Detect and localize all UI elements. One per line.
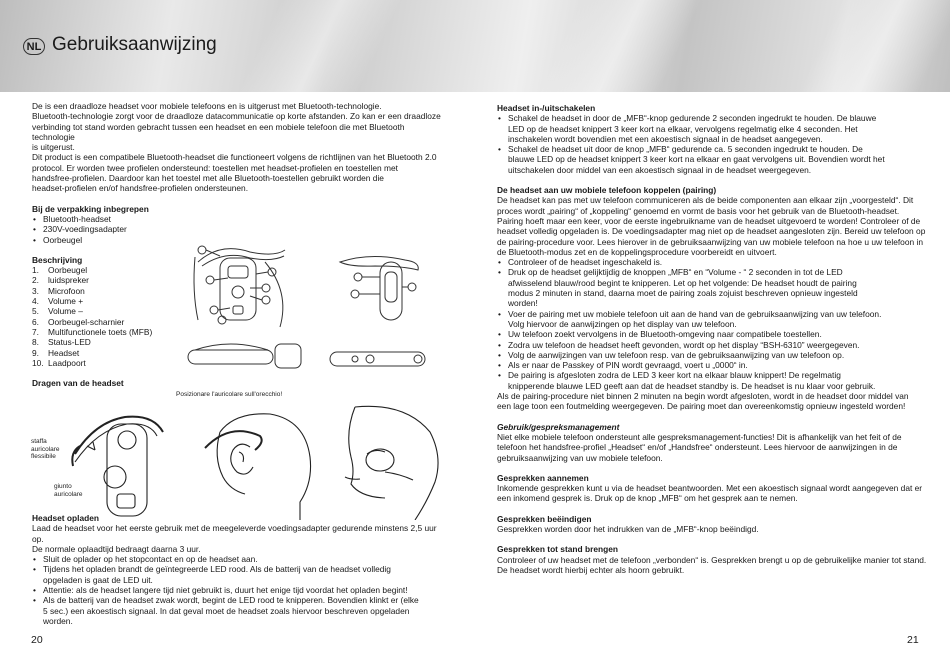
pairing-list — [497, 257, 937, 391]
establish-text: Controleer of uw headset met de telefoon „verbonden“ is. Gesprekken brengt u op de gebruikelijke manier tot stand. De headset wordt hierbij echter als hoorn gebruikt. — [497, 554, 927, 575]
page-number-left: 20 — [31, 634, 43, 646]
page-number-right: 21 — [907, 634, 919, 646]
callmgmt-heading: Gebruik/gespreksmanagement — [497, 421, 620, 432]
pairing-intro: De headset kan pas met uw telefoon communiceren als de beide componenten aan elkaar zijn „voorgesteld“. Dit proces wordt „pairing“ of „koppeling“ genoemd en vormt de basis voor het gebruik van de Bluetooth-headset. Pairing hoeft maar een keer, voor de eerste ingebruikname van de headset uitgevoerd te worden! Controleer of de headset volledig opgeladen is. De voedingsadapter mag niet op de headset aangesloten zijn. Bereid uw telefoon op de pairing-procedure voor. Lees hierover in de gebruiksaanwijzing van uw mobiele telefoon na hoe u uw telefoon in de Bluetooth-modus zet en de koppelingsprocedure voorbereidt en uitvoert. — [497, 195, 926, 257]
description-list — [32, 265, 172, 368]
list-item: • Controleer of de headset ingeschakeld is. — [497, 257, 937, 267]
accept-text: Inkomende gesprekken kunt u via de headset beantwoorden. Met een akoestisch signaal wordt aangegeven dat er een inkomend gesprek is. Druk op de knop „MFB“ om het gesprek aan te nemen. — [497, 483, 923, 504]
list-item: 5. Volume – — [32, 306, 83, 317]
list-item: 9. Headset — [32, 347, 80, 358]
list-item: • Voer de pairing met uw mobiele telefoon uit aan de hand van de gebruiksaanwijzing van uw telefoon. Volg hiervoor de aanwijzingen op het display van uw telefoon. — [497, 309, 937, 330]
list-item: • Schakel de headset in door de „MFB“-knop gedurende 2 seconden ingedrukt te houden. De blauwe LED op de headset knippert 3 keer kort na elkaar, vervolgens regelmatig elke 4 seconden. Het inschakelen wordt bovendien met een akoestisch signaal in de headset aangegeven. — [497, 113, 937, 144]
establish-heading: Gesprekken tot stand brengen — [497, 544, 618, 555]
list-item: • Als de batterij van de headset zwak wordt, begint de LED rood te knipperen. Bovendien klinkt er (elke 5 sec.) een akoestisch signaal. In dat geval moet de headset zoals hiervoor beschreven opgeladen worden. — [32, 595, 447, 626]
list-item: 6. Oorbeugel-scharnier — [32, 316, 125, 327]
list-item: • 230V-voedingsadapter — [32, 224, 447, 234]
pairing-outro: Als de pairing-procedure niet binnen 2 minuten na begin wordt afgesloten, wordt in de headset door middel van een lage toon een foutmelding weergegeven. De pairing moet dan overeenkomstig opnieuw ingesteld worden! — [497, 391, 909, 412]
end-heading: Gesprekken beëindigen — [497, 513, 592, 524]
figure-label-giunto: giunto auricolare — [54, 483, 83, 498]
right-column — [497, 103, 937, 575]
page-header — [0, 0, 950, 92]
list-item: 8. Status-LED — [32, 337, 91, 348]
wearing-heading: Dragen van de headset — [32, 378, 124, 389]
list-item: 2. luidspreker — [32, 275, 89, 286]
list-item: • Uw telefoon zoekt vervolgens in de Bluetooth-omgeving naar compatibele toestellen. — [497, 329, 937, 339]
list-item: • Volg de aanwijzingen van uw telefoon resp. van de gebruiksaanwijzing van uw telefoon op. — [497, 350, 937, 360]
page-title: Gebruiksaanwijzing — [52, 34, 217, 55]
list-item: 7. Multifunctionele toets (MFB) — [32, 326, 153, 337]
figure-caption: Posizionare l'auricolare sull'orecchio! — [176, 391, 283, 398]
list-item: 1. Oorbeugel — [32, 265, 88, 276]
list-item: • Zodra uw telefoon de headset heeft gevonden, wordt op het display “BSH-6310” weergegeven. — [497, 340, 937, 350]
charging-list — [32, 554, 447, 626]
list-item: 10. Laadpoort — [32, 357, 86, 368]
accept-heading: Gesprekken aannemen — [497, 472, 589, 483]
list-item: • Sluit de oplader op het stopcontact en op de headset aan. — [32, 554, 447, 564]
list-item: • Oorbeugel — [32, 235, 447, 245]
header-shine — [799, 0, 950, 92]
list-item: • Als er naar de Passkey of PIN wordt gevraagd, voert u „0000“ in. — [497, 360, 937, 370]
packaging-heading: Bij de verpakking inbegrepen — [32, 203, 149, 214]
list-item: 3. Microfoon — [32, 285, 85, 296]
onoff-heading: Headset in-/uitschakelen — [497, 103, 596, 113]
headset-parts-diagram — [180, 232, 442, 382]
list-item: • Bluetooth-headset — [32, 214, 447, 224]
figure-label-staffa: staffa auricolare flessibile — [31, 438, 60, 460]
charging-heading: Headset opladen — [32, 513, 100, 523]
description-heading: Beschrijving — [32, 254, 83, 265]
list-item: • De pairing is afgesloten zodra de LED 3 keer kort na elkaar blauw knippert! De regelmatig knipperende blauwe LED geeft aan dat de headset standby is. De headset is nu klaar voor gebruik. — [497, 370, 937, 391]
list-item: • Attentie: als de headset langere tijd niet gebruikt is, duurt het enige tijd voordat het opladen begint! — [32, 585, 447, 595]
callmgmt-text: Niet elke mobiele telefoon ondersteunt alle gespreksmanagement-functies! Dit is afhankelijk van het feit of de telefoon het handsfree-profiel „Headset“ en/of „Handsfree“ ondersteunt. Lees hiervoor de aanwijzingen in de gebruiksaanwijzing van uw mobiele telefoon. — [497, 431, 902, 463]
language-badge: NL — [23, 38, 45, 55]
pairing-heading: De headset aan uw mobiele telefoon koppelen (pairing) — [497, 185, 717, 196]
onoff-list — [497, 113, 937, 175]
list-item: • Schakel de headset uit door de knop „MFB“ gedurende ca. 5 seconden ingedrukt te houden. De blauwe LED op de headset knippert 3 keer kort na elkaar en gaat vervolgens uit. Bovendien wordt het uitschakelen door middel van een akoestisch signaal in de headset weergegeven. — [497, 144, 937, 175]
wearing-headset-illustration — [55, 402, 445, 520]
list-item: • Druk op de headset gelijktijdig de knoppen „MFB“ en “Volume - “ 2 seconden in tot de LED afwisselend blauw/rood begint te knipperen. Let op het volgende: De headset houdt de pairing modus 2 minuten in stand, daarna moet de pairing zoals zojuist beschreven opnieuw ingesteld worden! — [497, 267, 937, 308]
intro-text: De is een draadloze headset voor mobiele telefoons en is uitgerust met Bluetooth-technologie. Bluetooth-technologie zorgt voor de draadloze datacommunicatie op korte afstanden. Zo kan er een draadloze verbinding tot stand worden gebracht tussen een headset en een mobiele telefoon die met Bluetooth technologie is uitgerust. Dit product is een compatibele Bluetooth-headset die functioneert volgens de richtlijnen van het Bluetooth 2.0 protocol. Er worden twee profielen ondersteund: toestellen met headset-profielen en toestellen met handsfree-profielen. Daardoor kan het toestel met alle Bluetooth-toestellen gebruikt worden die headset-profielen en/of handsfree-profielen ondersteunen. — [32, 101, 441, 194]
header-shine — [239, 0, 402, 92]
end-text: Gesprekken worden door het indrukken van de „MFB“-knop beëindigd. — [497, 523, 759, 534]
charging-section: Headset opladen Laad de headset voor het eerste gebruik met de meegeleverde voedingsadapter gedurende minstens 2,5 uur op. De normale oplaadtijd bedraagt daarna 3 uur. • Sluit de oplader op het stopcontact en op de headset aan. • Tijdens het opladen brandt de geïntegreerde LED rood. Als de batterij van de headset volledig opgeladen is gaat de LED uit. • Attentie: als de headset langere tijd niet gebruikt is, duurt het enige tijd voordat het opladen begint! • Als de batterij van de headset zwak wordt, begint de LED rood te knipperen. Bovendien klinkt er (elke 5 sec.) een akoestisch signaal. In dat geval moet de headset zoals hiervoor beschreven opgeladen worden. — [32, 513, 447, 626]
list-item: • Tijdens het opladen brandt de geïntegreerde LED rood. Als de batterij van de headset volledig opgeladen is gaat de LED uit. — [32, 564, 447, 585]
header-shine — [539, 0, 702, 92]
list-item: 4. Volume + — [32, 296, 84, 307]
